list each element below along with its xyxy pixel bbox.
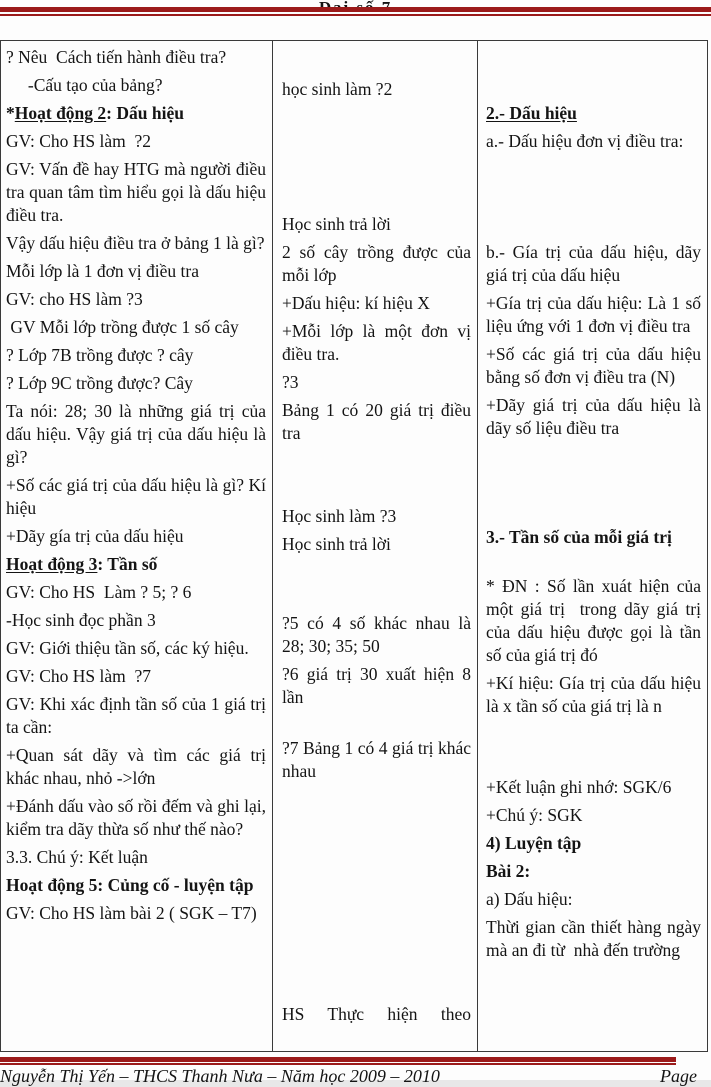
- paragraph: GV: cho HS làm ?3: [6, 289, 143, 309]
- paragraph: Học sinh làm ?3: [282, 506, 397, 526]
- paragraph: ?5 có 4 số khác nhau là 28; 30; 35; 50: [282, 613, 471, 656]
- paragraph: GV: Cho HS Làm ? 5; ? 6: [6, 582, 192, 602]
- paragraph: a) Dấu hiệu:: [486, 889, 573, 909]
- paragraph: Vậy dấu hiệu điều tra ở bảng 1 là gì?: [6, 233, 265, 253]
- paragraph: +Gía trị của dấu hiệu: Là 1 số liệu ứng với 1 đơn vị điều tra: [486, 293, 701, 336]
- paragraph: Mỗi lớp là 1 đơn vị điều tra: [6, 261, 199, 281]
- paragraph: GV: Giới thiệu tần số, các ký hiệu.: [6, 638, 249, 658]
- paragraph: *Hoạt động 2: Dấu hiệu: [6, 103, 184, 123]
- paragraph: -Học sinh đọc phần 3: [6, 610, 156, 630]
- paragraph: +Số các giá trị của dấu hiệu là gì? Kí hiệu: [6, 475, 266, 518]
- paragraph: ?7 Bảng 1 có 4 giá trị khác nhau: [282, 738, 471, 781]
- footer-page-label: Page: [660, 1066, 697, 1086]
- paragraph: học sinh làm ?2: [282, 79, 393, 99]
- paragraph: HS Thực hiện theo: [282, 1004, 471, 1024]
- paragraph: +Dãy giá trị của dấu hiệu là dãy số liệu điều tra: [486, 395, 701, 438]
- bottom-red-rule: [0, 1057, 676, 1065]
- paragraph: Hoạt động 5: Củng cố - luyện tập: [6, 875, 254, 895]
- paragraph: +Mỗi lớp là một đơn vị điều tra.: [282, 321, 471, 364]
- paragraph: Học sinh trả lời: [282, 214, 391, 234]
- paragraph: +Đánh dấu vào số rồi đếm và ghi lại, kiểm tra dãy thừa số như thế nào?: [6, 796, 266, 839]
- bottom-red-rule-thin: [0, 1063, 676, 1065]
- lesson-content-column: [478, 41, 707, 1051]
- paragraph: 4) Luyện tập: [486, 833, 582, 853]
- footer-author-line: Nguyễn Thị Yến – THCS Thanh Nưa – Năm học 2009 – 2010: [0, 1066, 440, 1086]
- paragraph: 3.3. Chú ý: Kết luận: [6, 847, 148, 867]
- paragraph: a.- Dấu hiệu đơn vị điều tra:: [486, 131, 684, 151]
- student-activity-column: [273, 41, 478, 1051]
- paragraph: +Kết luận ghi nhớ: SGK/6: [486, 777, 672, 797]
- paragraph: Bảng 1 có 20 giá trị điều tra: [282, 400, 471, 443]
- paragraph: +Dấu hiệu: kí hiệu X: [282, 293, 430, 313]
- paragraph: 2.- Dấu hiệu: [486, 103, 577, 123]
- paragraph: GV: Vấn đề hay HTG mà người điều tra quan tâm tìm hiểu gọi là dấu hiệu điều tra.: [6, 159, 266, 225]
- paragraph: Bài 2:: [486, 861, 531, 881]
- paragraph: Học sinh trả lời: [282, 534, 391, 554]
- top-red-rule-thin: [0, 14, 711, 16]
- paragraph: b.- Gía trị của dấu hiệu, dãy giá trị của dấu hiệu: [486, 242, 701, 285]
- teacher-activity-column: [1, 41, 273, 1051]
- paragraph: GV: Cho HS làm bài 2 ( SGK – T7): [6, 903, 257, 923]
- paragraph: 3.- Tần số của mỗi giá trị: [486, 527, 672, 547]
- top-red-rule: [0, 7, 711, 16]
- paragraph: -Cấu tạo của bảng?: [6, 75, 163, 95]
- paragraph: ?3: [282, 372, 299, 392]
- paragraph: ? Lớp 9C trồng được? Cây: [6, 373, 193, 393]
- lesson-plan-table: [0, 40, 708, 1052]
- paragraph: * ĐN : Số lần xuát hiện của một giá trị trong dãy giá trị của dấu hiệu được gọi là tần số của giá trị đó: [486, 576, 701, 665]
- paragraph: ? Lớp 7B trồng được ? cây: [6, 345, 194, 365]
- paragraph: Ta nói: 28; 30 là những giá trị của dấu hiệu. Vậy giá trị của dấu hiệu là gì?: [6, 401, 266, 467]
- paragraph: +Kí hiệu: Gía trị của dấu hiệu là x tần số của giá trị là n: [486, 673, 701, 716]
- paragraph: GV: Cho HS làm ?7: [6, 666, 152, 686]
- paragraph: +Quan sát dãy và tìm các giá trị khác nhau, nhỏ ->lớn: [6, 745, 266, 788]
- page-header-clipped: [0, 0, 711, 6]
- paragraph: +Chú ý: SGK: [486, 805, 583, 825]
- paragraph: ?6 giá trị 30 xuất hiện 8 lần: [282, 664, 471, 707]
- paragraph: Hoạt động 3: Tần số: [6, 554, 158, 574]
- paragraph: +Dãy gía trị của dấu hiệu: [6, 526, 184, 546]
- paragraph: GV: Khi xác định tần số của 1 giá trị ta cần:: [6, 694, 266, 737]
- paragraph: +Số các giá trị của dấu hiệu bằng số đơn vị điều tra (N): [486, 344, 701, 387]
- paragraph: GV: Cho HS làm ?2: [6, 131, 152, 151]
- paragraph: GV Mỗi lớp trồng được 1 số cây: [6, 317, 239, 337]
- paragraph: ? Nêu Cách tiến hành điều tra?: [6, 47, 227, 67]
- paragraph: Thừi gian cần thiết hàng ngày mà an đi từ nhà đến trường: [486, 917, 701, 960]
- paragraph: 2 số cây trồng được của mỗi lớp: [282, 242, 471, 285]
